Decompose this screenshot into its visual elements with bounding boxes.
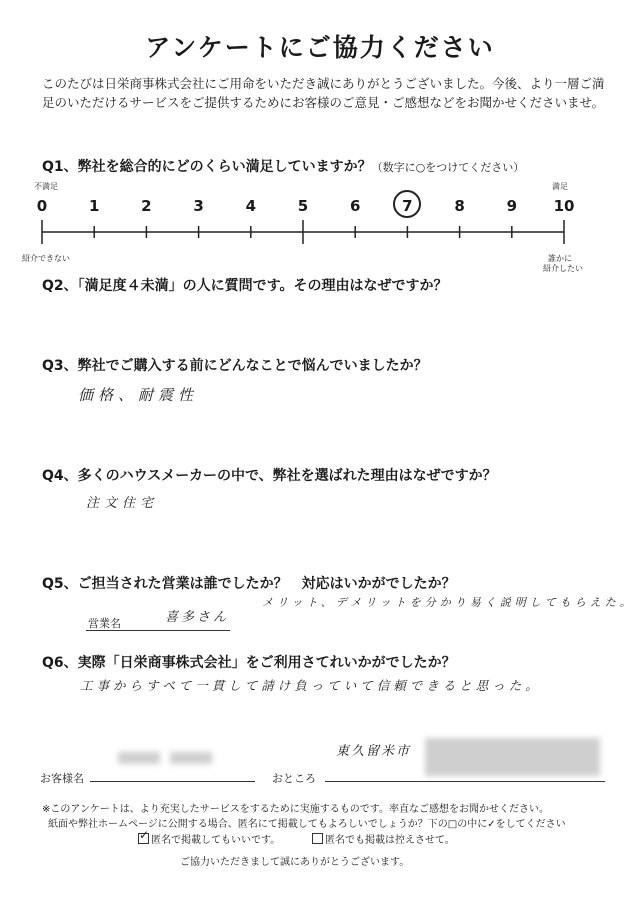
scale-label-satisfied: 満足 (552, 182, 568, 191)
option-anonymous-label: 匿名で掲載してもいいです。 (151, 835, 281, 846)
sales-name-line (86, 630, 230, 631)
satisfaction-scale-line (30, 212, 575, 252)
thanks-text: ご協力いただきまして誠にありがとうございます。 (180, 857, 410, 868)
scale-number-4[interactable]: 4 (245, 197, 257, 215)
scale-label-recommend-1: 誰かに (548, 254, 572, 263)
address-label: おところ (272, 772, 316, 785)
q1-note: （数字に○をつけてください） (371, 161, 525, 174)
scale-number-2[interactable]: 2 (141, 197, 152, 215)
sales-name-value: 喜多さん (165, 610, 230, 625)
scale-number-7[interactable]: 7 (402, 197, 413, 215)
footer-note-2: 紙面や弊社ホームページに公開する場合、匿名にて掲載してもよろしいでしょうか？下の□の中に✓をしてください (48, 819, 566, 830)
redacted-name-1 (118, 752, 160, 764)
scale-number-5[interactable]: 5 (297, 197, 309, 215)
q4-answer: 注文住宅 (86, 496, 159, 511)
q1-text: Q1、弊社を総合的にどのくらい満足していますか？ (42, 159, 372, 175)
q3-question: Q3、弊社でご購入する前にどんなことで悩んでいましたか？ (42, 358, 428, 374)
scale-number-1[interactable]: 1 (88, 197, 100, 215)
option-no-publish[interactable] (312, 831, 455, 846)
scale-number-9[interactable]: 9 (506, 197, 518, 215)
option-anonymous[interactable] (138, 828, 281, 846)
scale-number-6[interactable]: 6 (349, 197, 361, 215)
footer-note-1: ※このアンケートは、より充実したサービスをするために実施するものです。率直なご感想をお聞かせください。 (42, 804, 549, 815)
intro-text: このたびは日栄商事株式会社にご用命をいただき誠にありがとうございました。今後、より一層ご満足のいただけるサービスをご提供するためにお客様のご意見・ご感想などをお聞かせくださいませ。 (42, 76, 605, 110)
q6-question: Q6、実際「日栄商事株式会社」をご利用さてれいかがでしたか？ (42, 655, 456, 671)
q5-answer: メリット、デメリットを分かり易く説明してもらえた。 (262, 596, 635, 609)
scale-number-0[interactable]: 0 (36, 197, 48, 215)
scale-label-cannot-recommend: 紹介できない (22, 254, 70, 263)
q3-answer: 価格、耐震性 (78, 386, 199, 404)
option-no-publish-label: 匿名でも掲載は控えさせて。 (325, 835, 455, 846)
scale-number-10[interactable]: 10 (553, 197, 575, 215)
redacted-name-2 (170, 752, 212, 764)
redacted-address (425, 738, 600, 776)
scale-number-8[interactable]: 8 (454, 197, 465, 215)
check-mark-icon: ✓ (139, 828, 150, 842)
sales-name-label: 営業名 (88, 617, 121, 630)
scale-number-3[interactable]: 3 (193, 197, 204, 215)
q1-question (42, 156, 524, 176)
q6-answer: 工事からすべて一貫して請け負っていて信頼できると思った。 (80, 678, 542, 693)
q5-question: Q5、ご担当された営業は誰でしたか？ 対応はいかがでしたか？ (42, 576, 456, 592)
customer-name-line (90, 781, 255, 782)
customer-name-label: お客様名 (40, 772, 84, 785)
no-publish-checkbox[interactable] (312, 833, 323, 844)
survey-title: アンケートにご協力ください (145, 33, 495, 62)
q2-question: Q2、「満足度４未満」の人に質問です。その理由はなぜですか？ (42, 278, 448, 294)
anonymous-checkbox[interactable] (138, 828, 150, 844)
scale-label-recommend-2: 紹介したい (543, 264, 583, 273)
address-line (325, 781, 605, 782)
scale-label-unsatisfied: 不満足 (34, 182, 58, 191)
q4-question: Q4、多くのハウスメーカーの中で、弊社を選ばれた理由はなぜですか？ (42, 468, 497, 484)
address-value: 東久留米市 (336, 744, 412, 759)
